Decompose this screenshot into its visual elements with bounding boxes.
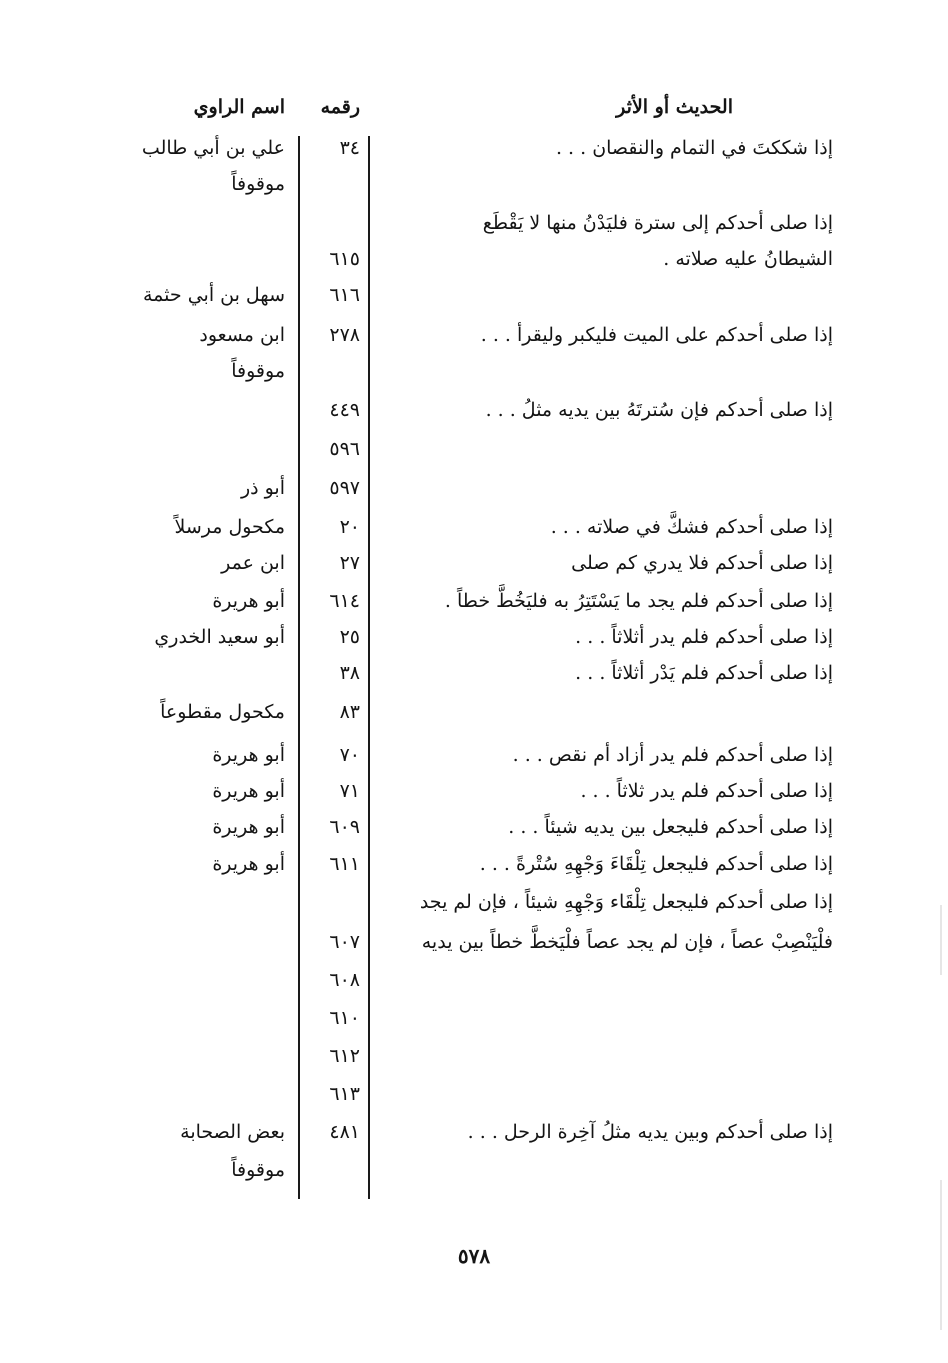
hadith-text: إذا صلى أحدكم فلم يدر أزاد أم نقص . . . (512, 744, 833, 766)
scan-margin-mark (940, 1180, 942, 1330)
hadith-number: ٥٩٦ (329, 438, 360, 460)
narrator-name: علي بن أبي طالب (141, 137, 285, 159)
hadith-text: إذا صلى أحدكم فلا يدري كم صلى (571, 552, 833, 574)
narrator-name: ابن مسعود (199, 324, 285, 346)
narrator-name: أبو هريرة (212, 853, 285, 875)
hadith-text: إذا شككتَ في التمام والنقصان . . . (555, 137, 833, 159)
hadith-number: ٦١٤ (329, 590, 360, 612)
hadith-number: ٧٠ (339, 744, 360, 766)
hadith-number: ٢٧ (339, 552, 360, 574)
hadith-number: ٢٠ (339, 516, 360, 538)
narrator-name: بعض الصحابة (180, 1121, 285, 1143)
narrator-name: أبو هريرة (212, 744, 285, 766)
narrator-name: موقوفاً (231, 1159, 285, 1181)
hadith-text: إذا صلى أحدكم على الميت فليكبر وليقرأ . . . (480, 324, 833, 346)
narrator-name: موقوفاً (231, 360, 285, 382)
narrator-name: أبو هريرة (212, 590, 285, 612)
narrator-name: أبو سعيد الخدري (154, 626, 285, 648)
header-narrator: اسم الراوي (193, 96, 285, 118)
narrator-name: سهل بن أبي حثمة (143, 284, 285, 306)
narrator-name: ابن عمر (221, 552, 285, 574)
hadith-text: إذا صلى أحدكم فليجعل تِلْقَاء وَجْهِهِ شيئاً ، فإن لم يجد (419, 891, 833, 913)
hadith-number: ٧١ (339, 780, 360, 802)
hadith-text: فلْيَنْصِبْ عصاً ، فإن لم يجد عصاً فلْيَخطَّ خطاً بين يديه (421, 931, 833, 953)
hadith-number: ٢٧٨ (329, 324, 360, 346)
hadith-number: ٥٩٧ (329, 477, 360, 499)
hadith-number: ٦١٥ (329, 248, 360, 270)
hadith-number: ٢٥ (339, 626, 360, 648)
hadith-number: ٣٤ (339, 137, 360, 159)
page-number: ٥٧٨ (457, 1244, 491, 1268)
narrator-name: مكحول مرسلاً (174, 516, 285, 538)
hadith-number: ٦١٦ (329, 284, 360, 306)
hadith-number: ٦١٢ (329, 1045, 360, 1067)
hadith-text: إذا صلى أحدكم فشكَّ في صلاته . . . (550, 516, 833, 538)
hadith-number: ٤٨١ (329, 1121, 360, 1143)
hadith-text: إذا صلى أحدكم إلى سترة فليَدْنُ منها لا يَقْطَع (482, 212, 833, 234)
header-number: رقمه (320, 96, 360, 118)
hadith-number: ٦١٣ (329, 1083, 360, 1105)
hadith-number: ٦٠٧ (329, 931, 360, 953)
narrator-name: أبو هريرة (212, 780, 285, 802)
hadith-number: ٦٠٩ (329, 816, 360, 838)
hadith-number: ٦١٠ (329, 1007, 360, 1029)
narrator-name: موقوفاً (231, 173, 285, 195)
hadith-text: إذا صلى أحدكم فلم يدر ثلاثاً . . . (580, 780, 833, 802)
hadith-number: ٤٤٩ (329, 399, 360, 421)
hadith-number: ٦١١ (329, 853, 360, 875)
header-hadith: الحديث أو الأثر (616, 96, 733, 118)
hadith-number: ٨٣ (339, 701, 360, 723)
hadith-text: الشيطانُ عليه صلاته . (663, 248, 833, 270)
narrator-name: أبو ذر (240, 477, 285, 499)
hadith-text: إذا صلى أحدكم فلم يجد ما يَسْتَتِرُ به فليَخُطَّ خطاً . (444, 590, 833, 612)
hadith-text: إذا صلى أحدكم فليجعل بين يديه شيئاً . . . (508, 816, 833, 838)
hadith-text: إذا صلى أحدكم فإن سُترتَهُ بين يديه مثلُ . . . (485, 399, 833, 421)
hadith-text: إذا صلى أحدكم وبين يديه مثلُ آخِرة الرحل . . . (467, 1121, 833, 1143)
hadith-text: إذا صلى أحدكم فلم يدر أثلاثاً . . . (575, 626, 833, 648)
narrator-name: أبو هريرة (212, 816, 285, 838)
narrator-name: مكحول مقطوعاً (160, 701, 285, 723)
scan-margin-mark (940, 905, 942, 975)
hadith-number: ٣٨ (339, 662, 360, 684)
hadith-text: إذا صلى أحدكم فلم يَدْر أثلاثاً . . . (575, 662, 833, 684)
hadith-text: إذا صلى أحدكم فليجعل تِلْقَاءَ وَجْهِهِ سُتْرةً . . . (479, 853, 833, 875)
hadith-number: ٦٠٨ (329, 969, 360, 991)
